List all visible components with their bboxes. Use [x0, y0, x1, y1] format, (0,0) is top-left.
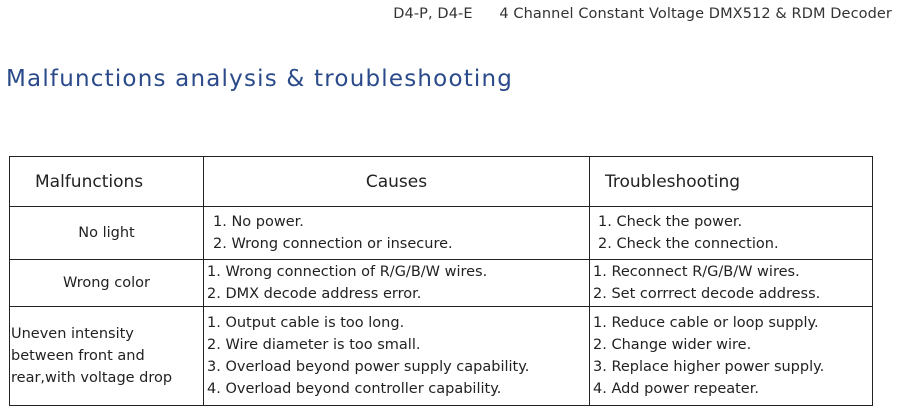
cause-item: 1. Wrong connection of R/G/B/W wires.	[207, 264, 488, 280]
model-numbers: D4-P, D4-E	[393, 6, 473, 22]
malfunction-text: Uneven intensity	[11, 326, 134, 342]
troubleshooting-item: 4. Add power repeater.	[593, 381, 759, 397]
causes-cell	[204, 207, 590, 260]
troubleshooting-item: 2. Set corrrect decode address.	[593, 286, 821, 302]
table-row	[10, 207, 873, 260]
causes-cell	[204, 260, 590, 307]
cause-item: 3. Overload beyond power supply capability.	[207, 359, 530, 375]
table-row	[10, 307, 873, 406]
cause-item: 4. Overload beyond controller capability.	[207, 381, 502, 397]
cause-item: 1. No power.	[213, 214, 304, 230]
troubleshooting-item: 1. Check the power.	[598, 214, 743, 230]
troubleshooting-item: 1. Reduce cable or loop supply.	[593, 315, 819, 331]
troubleshooting-table	[9, 156, 873, 406]
product-name: 4 Channel Constant Voltage DMX512 & RDM Decoder	[499, 6, 892, 22]
troubleshooting-item: 3. Replace higher power supply.	[593, 359, 825, 375]
troubleshooting-cell	[590, 307, 873, 406]
troubleshooting-cell	[590, 207, 873, 260]
header-causes: Causes	[204, 157, 590, 207]
malfunction-cell	[10, 260, 204, 307]
malfunction-text: No light	[78, 225, 135, 241]
malfunction-cell	[10, 207, 204, 260]
troubleshooting-item: 2. Change wider wire.	[593, 337, 752, 353]
cause-item: 2. DMX decode address error.	[207, 286, 422, 302]
malfunction-text: rear,with voltage drop	[11, 370, 173, 386]
malfunction-cell	[10, 307, 204, 406]
section-title: Malfunctions analysis & troubleshooting	[6, 66, 514, 92]
page-header	[393, 6, 892, 22]
header-troubleshooting: Troubleshooting	[590, 157, 873, 207]
cause-item: 1. Output cable is too long.	[207, 315, 405, 331]
malfunction-text: between front and	[11, 348, 145, 364]
troubleshooting-item: 1. Reconnect R/G/B/W wires.	[593, 264, 800, 280]
malfunction-text: Wrong color	[63, 275, 150, 291]
cause-item: 2. Wire diameter is too small.	[207, 337, 421, 353]
header-malfunctions: Malfunctions	[10, 157, 204, 207]
troubleshooting-item: 2. Check the connection.	[598, 236, 779, 252]
causes-cell	[204, 307, 590, 406]
cause-item: 2. Wrong connection or insecure.	[213, 236, 453, 252]
troubleshooting-cell	[590, 260, 873, 307]
table-row	[10, 260, 873, 307]
table-header-row	[10, 157, 873, 207]
